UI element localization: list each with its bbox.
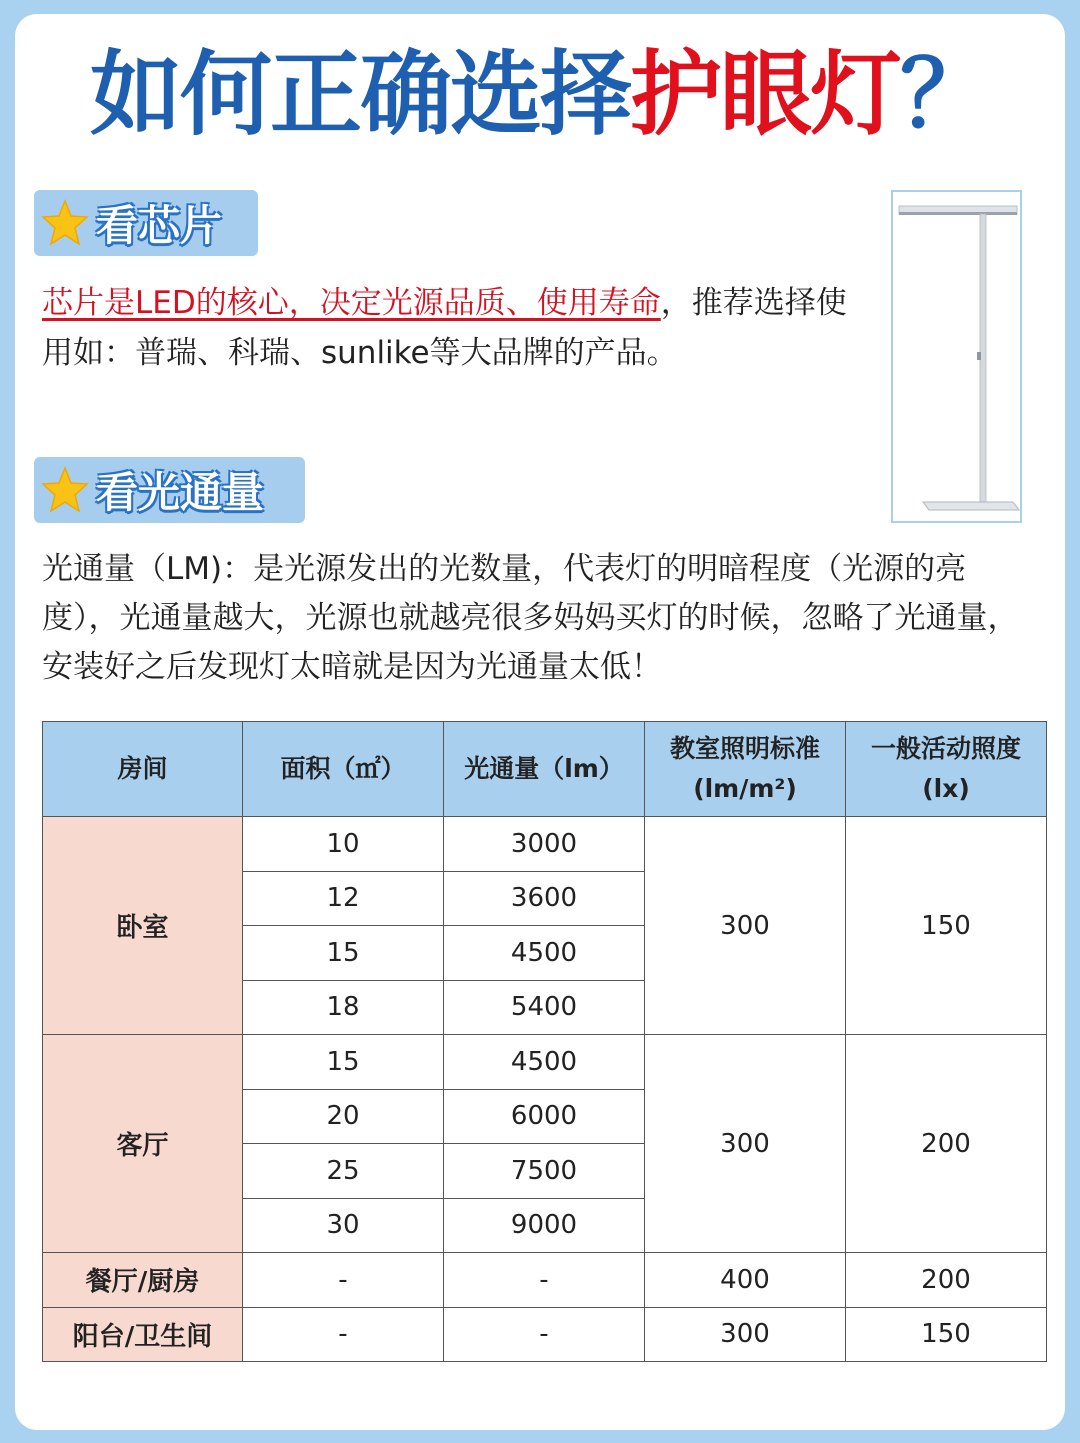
area-cell: 15 bbox=[243, 1035, 444, 1090]
page-title bbox=[0, 40, 1080, 150]
illuminance-table bbox=[42, 721, 1047, 1362]
title-part2: 护眼灯 bbox=[629, 41, 900, 148]
standard-cell: 300 bbox=[645, 1035, 846, 1253]
lux-cell: 200 bbox=[846, 1253, 1047, 1308]
header-standard: 教室照明标准 (lm/m²) bbox=[645, 722, 846, 817]
area-cell: - bbox=[243, 1307, 444, 1361]
flux-cell: - bbox=[444, 1253, 645, 1308]
title-part1: 如何正确选择 bbox=[89, 41, 630, 148]
floor-lamp-drawing bbox=[893, 192, 1020, 521]
flux-cell: 4500 bbox=[444, 926, 645, 981]
table-header-row bbox=[43, 722, 1047, 817]
room-cell: 客厅 bbox=[43, 1035, 243, 1253]
area-cell: 18 bbox=[243, 980, 444, 1035]
flux-cell: 3000 bbox=[444, 817, 645, 872]
header-room: 房间 bbox=[43, 722, 243, 817]
section2-heading: 看光通量 bbox=[96, 468, 265, 517]
flux-cell: 4500 bbox=[444, 1035, 645, 1090]
header-lux: 一般活动照度 (lx) bbox=[846, 722, 1047, 817]
section1-text: ，推荐选择使用如：普瑞、科瑞、sunlike等大品牌的产品。 bbox=[42, 285, 847, 371]
flux-cell: 3600 bbox=[444, 871, 645, 926]
area-cell: 20 bbox=[243, 1089, 444, 1144]
table-row bbox=[43, 1253, 1047, 1308]
lux-cell: 150 bbox=[846, 1307, 1047, 1361]
room-cell: 餐厅/厨房 bbox=[43, 1253, 243, 1308]
area-cell: 15 bbox=[243, 926, 444, 981]
area-cell: 12 bbox=[243, 871, 444, 926]
section1-heading: 看芯片 bbox=[96, 201, 223, 250]
section1-paragraph bbox=[42, 278, 862, 378]
section2-paragraph: 光通量（LM)：是光源发出的光数量，代表灯的明暗程度（光源的亮度），光通量越大，光源也就越亮很多妈妈买灯的时候，忽略了光通量，安装好之后发现灯太暗就是因为光通量太低！ bbox=[42, 551, 1019, 685]
room-cell: 卧室 bbox=[43, 817, 243, 1035]
table-row bbox=[43, 817, 1047, 872]
area-cell: - bbox=[243, 1253, 444, 1308]
lux-cell: 150 bbox=[846, 817, 1047, 1035]
section1-tag bbox=[34, 190, 258, 256]
area-cell: 30 bbox=[243, 1198, 444, 1253]
flux-cell: 6000 bbox=[444, 1089, 645, 1144]
header-flux: 光通量（lm） bbox=[444, 722, 645, 817]
section2-tag bbox=[34, 457, 305, 523]
flux-cell: 9000 bbox=[444, 1198, 645, 1253]
floor-lamp-image bbox=[891, 190, 1022, 523]
flux-cell: 7500 bbox=[444, 1144, 645, 1199]
star-icon bbox=[40, 465, 90, 515]
title-part3: ？ bbox=[900, 41, 991, 148]
star-icon bbox=[40, 198, 90, 248]
standard-cell: 300 bbox=[645, 1307, 846, 1361]
room-cell: 阳台/卫生间 bbox=[43, 1307, 243, 1361]
flux-cell: - bbox=[444, 1307, 645, 1361]
table-row bbox=[43, 1307, 1047, 1361]
table-row bbox=[43, 1035, 1047, 1090]
area-cell: 10 bbox=[243, 817, 444, 872]
standard-cell: 300 bbox=[645, 817, 846, 1035]
area-cell: 25 bbox=[243, 1144, 444, 1199]
standard-cell: 400 bbox=[645, 1253, 846, 1308]
lux-cell: 200 bbox=[846, 1035, 1047, 1253]
section1-highlight: 芯片是LED的核心，决定光源品质、使用寿命 bbox=[42, 285, 661, 321]
header-area: 面积（㎡） bbox=[243, 722, 444, 817]
flux-cell: 5400 bbox=[444, 980, 645, 1035]
